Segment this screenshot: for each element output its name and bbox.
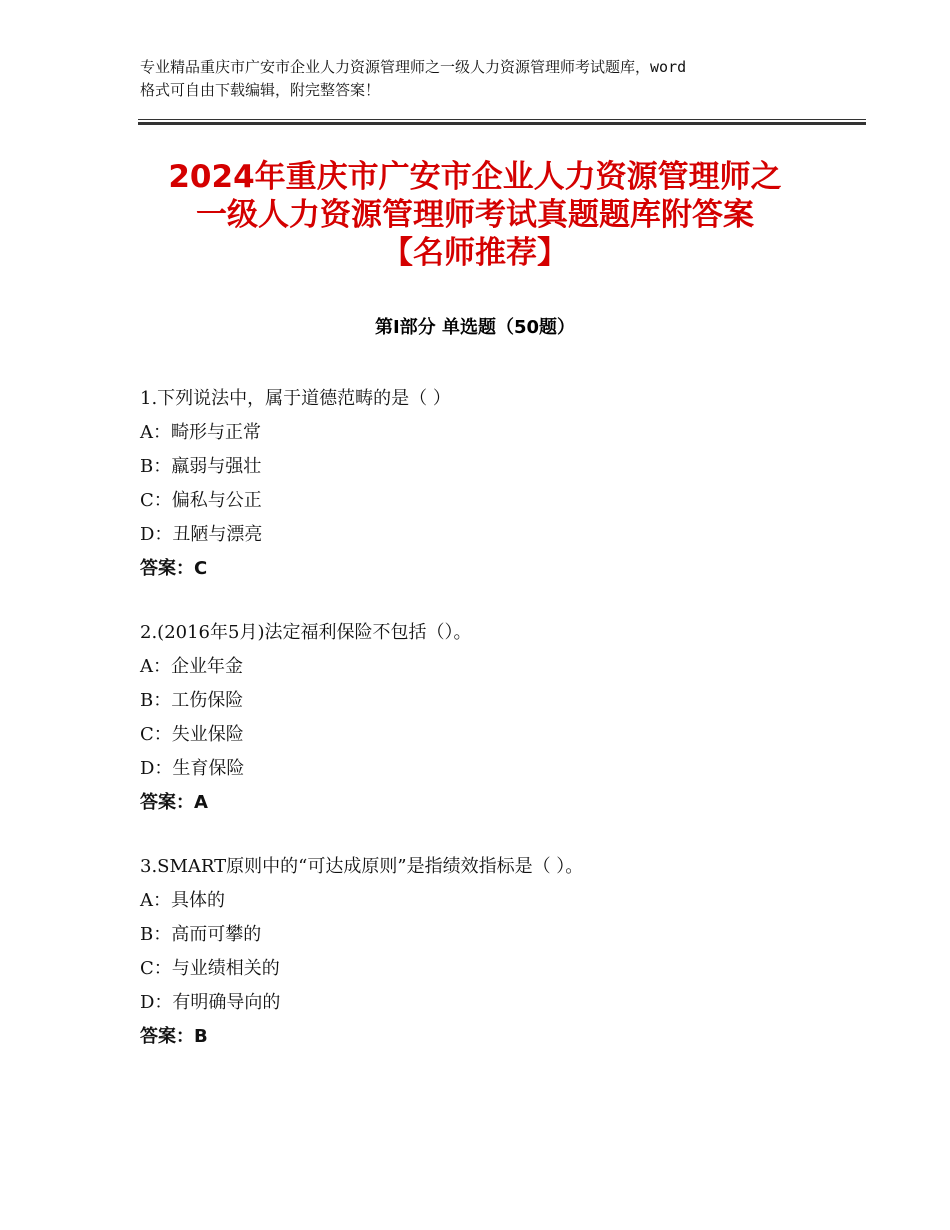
title-line2: 一级人力资源管理师考试真题题库附答案	[196, 197, 754, 233]
section-heading: 第Ⅰ部分 单选题（50题）	[374, 317, 575, 338]
question-stem: 3.SMART原则中的“可达成原则”是指绩效指标是（ ）。	[140, 856, 584, 877]
answer: 答案：A	[140, 792, 208, 813]
document-title	[100, 158, 850, 272]
question-3	[140, 850, 840, 1054]
question-2	[140, 616, 840, 820]
option-c: C：与业绩相关的	[140, 958, 280, 979]
option-c: C：失业保险	[140, 724, 244, 745]
header-note	[140, 56, 830, 102]
question-list	[140, 382, 840, 1084]
option-a: A：具体的	[140, 890, 225, 911]
option-d: D：生育保险	[140, 758, 245, 779]
answer: 答案：C	[140, 558, 208, 579]
option-b: B：工伤保险	[140, 690, 244, 711]
header-divider-thin	[138, 119, 866, 120]
title-line1: 2024年重庆市广安市企业人力资源管理师之	[168, 159, 782, 195]
option-b: B：高而可攀的	[140, 924, 262, 945]
answer: 答案：B	[140, 1026, 208, 1047]
header-note-line2: 格式可自由下载编辑，附完整答案！	[140, 81, 381, 99]
question-stem: 1.下列说法中，属于道德范畴的是（ ）	[140, 388, 451, 409]
title-line3: 【名师推荐】	[382, 235, 568, 271]
question-stem: 2.(2016年5月)法定福利保险不包括（）。	[140, 622, 472, 643]
option-a: A：企业年金	[140, 656, 243, 677]
option-d: D：丑陋与漂亮	[140, 524, 263, 545]
option-c: C：偏私与公正	[140, 490, 262, 511]
option-b: B：羸弱与强壮	[140, 456, 262, 477]
header-divider-thick	[138, 122, 866, 125]
option-a: A：畸形与正常	[140, 422, 261, 443]
question-1	[140, 382, 840, 586]
header-note-line1: 专业精品重庆市广安市企业人力资源管理师之一级人力资源管理师考试题库，word	[140, 58, 687, 76]
option-d: D：有明确导向的	[140, 992, 281, 1013]
